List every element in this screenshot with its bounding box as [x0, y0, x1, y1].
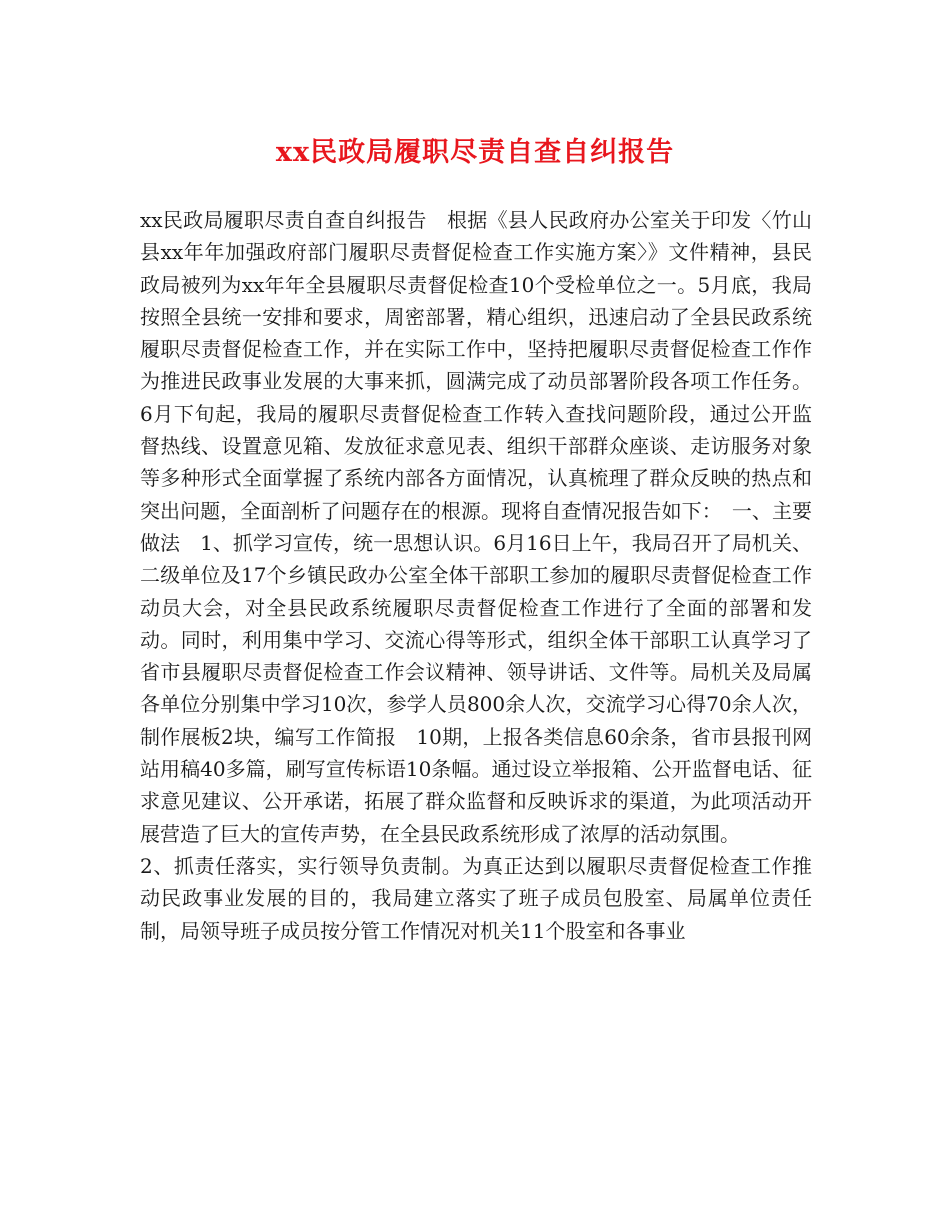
- body-paragraph-1: xx民政局履职尽责自查自纠报告 根据《县人民政府办公室关于印发〈竹山县xx年年加强政府部门履职尽责督促检查工作实施方案〉》文件精神，县民政局被列为xx年年全县履职尽责督促检查10个受检单位之一。5月底，我局按照全县统一安排和要求，周密部署，精心组织，迅速启动了全县民政系统履职尽责督促检查工作，并在实际工作中，坚持把履职尽责督促检查工作作为推进民政事业发展的大事来抓，圆满完成了动员部署阶段各项工作任务。6月下旬起，我局的履职尽责督促检查工作转入查找问题阶段，通过公开监督热线、设置意见箱、发放征求意见表、组织干部群众座谈、走访服务对象等多种形式全面掌握了系统内部各方面情况，认真梳理了群众反映的热点和突出问题，全面剖析了问题存在的根源。现将自查情况报告如下： 一、主要做法 1、抓学习宣传，统一思想认识。6月16日上午，我局召开了局机关、二级单位及17个乡镇民政办公室全体干部职工参加的履职尽责督促检查工作动员大会，对全县民政系统履职尽责督促检查工作进行了全面的部署和发动。同时，利用集中学习、交流心得等形式，组织全体干部职工认真学习了省市县履职尽责督促检查工作会议精神、领导讲话、文件等。局机关及局属各单位分别集中学习10次，参学人员800余人次，交流学习心得70余人次，制作展板2块，编写工作简报 10期，上报各类信息60余条，省市县报刊网站用稿40多篇，刷写宣传标语10条幅。通过设立举报箱、公开监督电话、征求意见建议、公开承诺，拓展了群众监督和反映诉求的渠道，为此项活动开展营造了巨大的宣传声势，在全县民政系统形成了浓厚的活动氛围。: [140, 208, 812, 846]
- document-body: [140, 204, 812, 947]
- body-paragraph-2: 2、抓责任落实，实行领导负责制。为真正达到以履职尽责督促检查工作推动民政事业发展的目的，我局建立落实了班子成员包股室、局属单位责任制，局领导班子成员按分管工作情况对机关11个股室和各事业: [140, 853, 812, 943]
- document-title: xx民政局履职尽责自查自纠报告: [275, 137, 675, 168]
